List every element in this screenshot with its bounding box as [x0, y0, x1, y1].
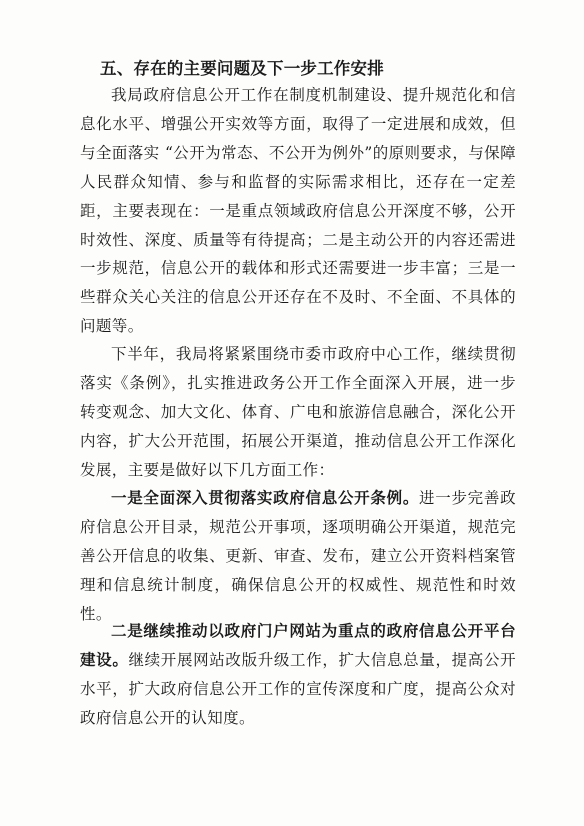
section-heading: 五、存在的主要问题及下一步工作安排 — [100, 59, 384, 78]
paragraph-text: 进一步完善政府信息公开目录，规范公开事项，逐项明确公开渠道，规范完善公开信息的收集、更新、审查、发布，建立公开资料档案管理和信息统计制度，确保信息公开的权威性、规范性和时效性。 — [80, 489, 516, 623]
paragraph-problems — [80, 81, 516, 341]
paragraph-text: 继续开展网站改版升级工作，扩大信息总量，提高公开水平，扩大政府信息公开工作的宣传深度和广度，提高公众对政府信息公开的认知度。 — [80, 650, 517, 727]
paragraph-plan-intro — [80, 340, 516, 485]
paragraph-text: 我局政府信息公开工作在制度机制建设、提升规范化和信息化水平、增强公开实效等方面，取得了一定进展和成效，但与全面落实 “公开为常态、不公开为例外”的原则要求，与保障人民群众知情、参与和监督的实际需求相比，还存在一定差距，主要表现在：一是重点领域政府信息公开深度不够，公开时效性、深度、质量等有待提高；二是主动公开的内容还需进一步规范，信息公开的载体和形式还需要进一步丰富；三是一些群众关心关注的信息公开还存在不及时、不全面、不具体的问题等。 — [80, 86, 516, 336]
paragraph-lead: 一是全面深入贯彻落实政府信息公开条例。 — [111, 488, 420, 507]
paragraph-task-one — [80, 484, 516, 629]
paragraph-text: 下半年，我局将紧紧围绕市委市政府中心工作，继续贯彻落实《条例》，扎实推进政务公开工作全面深入开展，进一步转变观念、加大文化、体育、广电和旅游信息融合，深化公开内容，扩大公开范围，拓展公开渠道，推动信息公开工作深化发展，主要是做好以下几方面工作： — [80, 345, 516, 479]
paragraph-task-two — [80, 617, 516, 733]
paragraph-lead: 二是继续推动以政府门户网站为重点的政府信息公开平台建设。 — [80, 621, 516, 669]
